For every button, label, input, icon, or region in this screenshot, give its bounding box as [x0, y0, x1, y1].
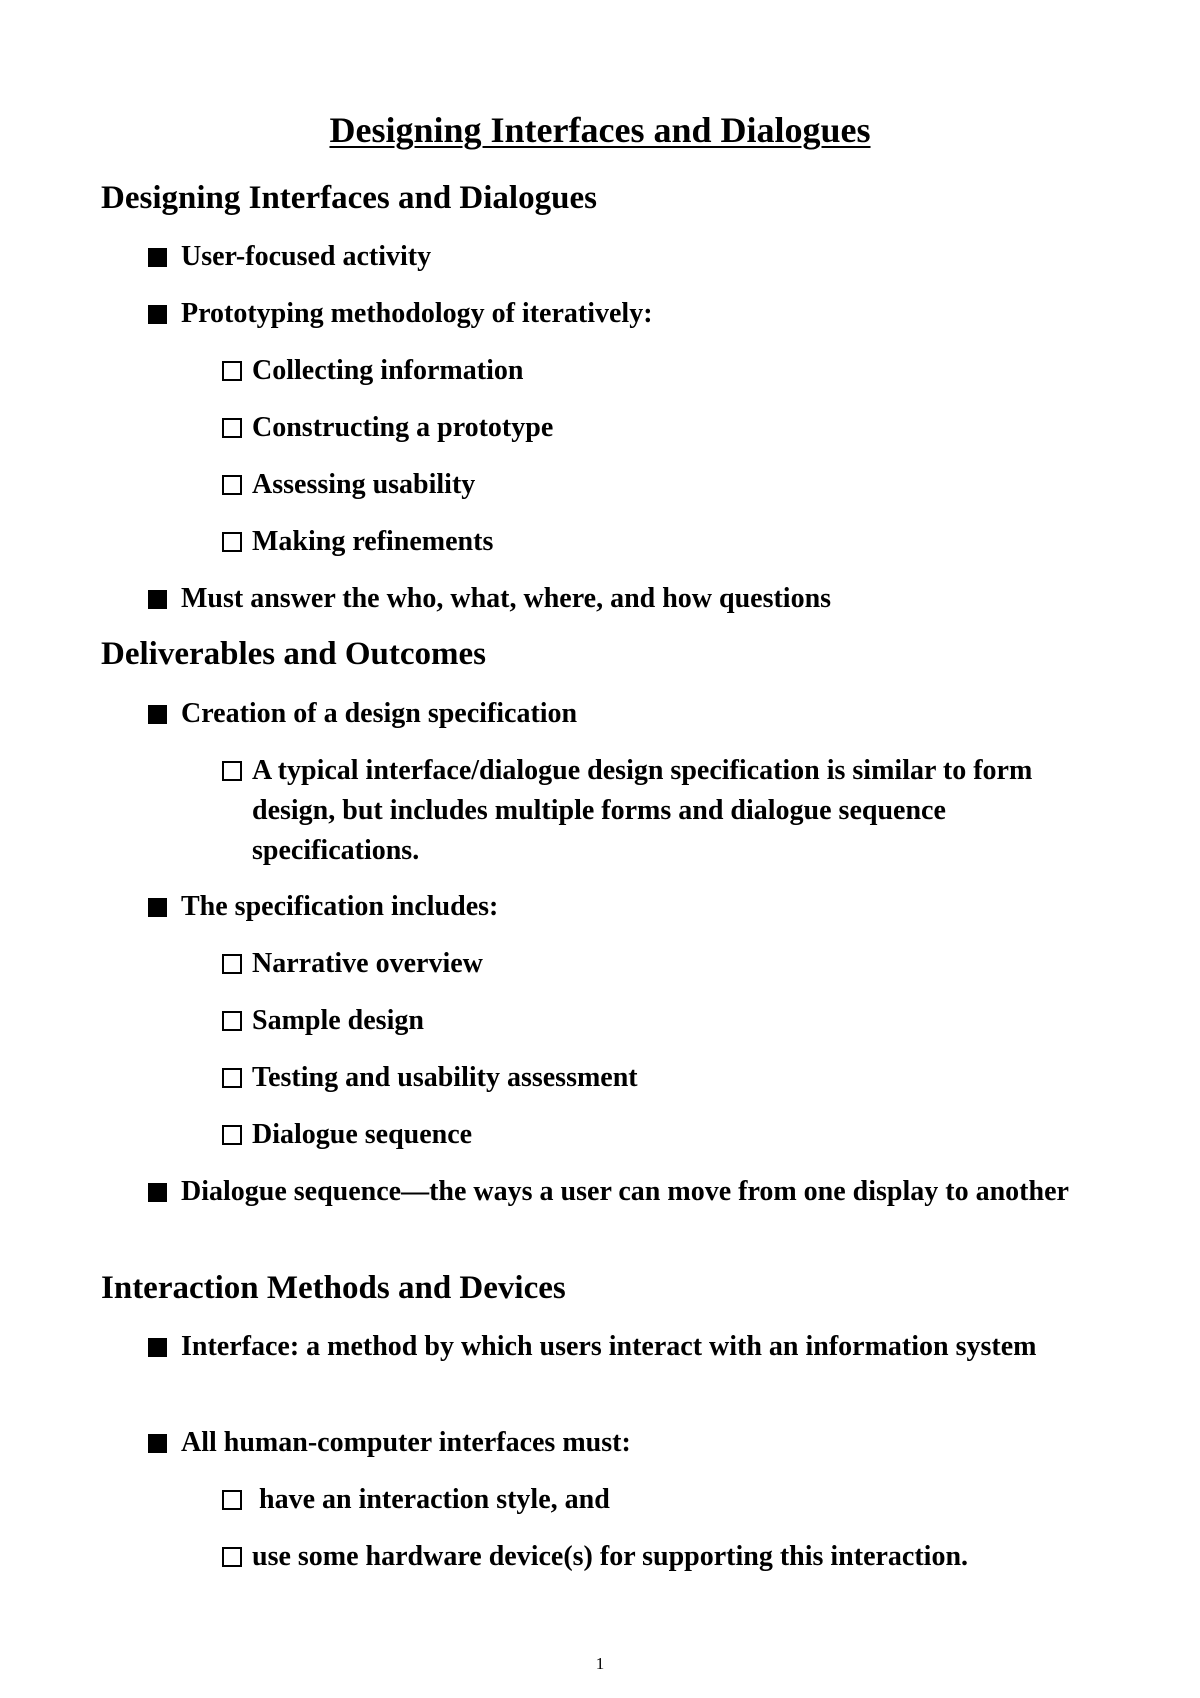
- page-number: 1: [595, 1654, 605, 1673]
- hollow-square-bullet-icon: [222, 761, 242, 781]
- list-item-text: Interface: a method by which users interact with an information system: [181, 1331, 1037, 1362]
- filled-square-bullet-icon: [148, 705, 167, 724]
- filled-square-bullet-icon: [148, 590, 167, 609]
- hollow-square-bullet-icon: [222, 1011, 242, 1031]
- list-item-text: User-focused activity: [181, 241, 432, 272]
- list-item: [148, 694, 1108, 734]
- list-item-text: Prototyping methodology of iteratively:: [181, 298, 653, 329]
- hollow-square-bullet-icon: [222, 418, 242, 438]
- hollow-square-bullet-icon: [222, 1125, 242, 1145]
- hollow-square-bullet-icon: [222, 1547, 242, 1567]
- sub-list-item-text: Collecting information: [252, 355, 524, 386]
- list-item: [148, 887, 1108, 927]
- sub-list-item: [222, 465, 1102, 505]
- list-item: [148, 1423, 1108, 1463]
- filled-square-bullet-icon: [148, 898, 167, 917]
- section-heading: Interaction Methods and Devices: [101, 1270, 566, 1306]
- sub-list-item: [222, 944, 1102, 984]
- sub-list-item-text: have an interaction style, and: [252, 1484, 610, 1515]
- sub-list-item-text: Narrative overview: [252, 948, 483, 979]
- hollow-square-bullet-icon: [222, 361, 242, 381]
- list-item: [148, 237, 1108, 277]
- hollow-square-bullet-icon: [222, 1490, 242, 1510]
- sub-list-item-text: Constructing a prototype: [252, 412, 554, 443]
- filled-square-bullet-icon: [148, 1183, 167, 1202]
- sub-list-item: [222, 751, 1102, 871]
- filled-square-bullet-icon: [148, 248, 167, 267]
- sub-list-item-text: Making refinements: [252, 526, 494, 557]
- sub-list-item: [222, 1001, 1102, 1041]
- sub-list-item-text: A typical interface/dialogue design specification is similar to form design, but includes multiple forms and dialogue sequence specifications.: [252, 755, 1033, 866]
- sub-list-item: [222, 522, 1102, 562]
- sub-list-item-text: Testing and usability assessment: [252, 1062, 638, 1093]
- list-item: [148, 1172, 1108, 1212]
- sub-list-item-text: Assessing usability: [252, 469, 476, 500]
- list-item-text: All human-computer interfaces must:: [181, 1427, 631, 1458]
- sub-list-item-text: use some hardware device(s) for supporting this interaction.: [252, 1541, 969, 1572]
- list-item: [148, 294, 1108, 334]
- list-item-text: The specification includes:: [181, 891, 499, 922]
- hollow-square-bullet-icon: [222, 1068, 242, 1088]
- filled-square-bullet-icon: [148, 305, 167, 324]
- sub-list-item: [222, 1537, 1102, 1577]
- list-item: [148, 579, 1108, 619]
- hollow-square-bullet-icon: [222, 954, 242, 974]
- hollow-square-bullet-icon: [222, 475, 242, 495]
- filled-square-bullet-icon: [148, 1338, 167, 1357]
- section-heading: Designing Interfaces and Dialogues: [101, 180, 597, 216]
- hollow-square-bullet-icon: [222, 532, 242, 552]
- sub-list-item: [222, 1058, 1102, 1098]
- list-item: [148, 1327, 1108, 1367]
- page-title: Designing Interfaces and Dialogues: [329, 110, 871, 150]
- sub-list-item: [222, 351, 1102, 391]
- sub-list-item: [222, 1480, 1102, 1520]
- section-heading: Deliverables and Outcomes: [101, 636, 486, 672]
- list-item-text: Creation of a design specification: [181, 698, 578, 729]
- filled-square-bullet-icon: [148, 1434, 167, 1453]
- list-item-text: Must answer the who, what, where, and how questions: [181, 583, 832, 614]
- sub-list-item-text: Dialogue sequence: [252, 1119, 473, 1150]
- sub-list-item: [222, 1115, 1102, 1155]
- list-item-text: Dialogue sequence—the ways a user can move from one display to another: [181, 1176, 1069, 1207]
- sub-list-item-text: Sample design: [252, 1005, 424, 1036]
- sub-list-item: [222, 408, 1102, 448]
